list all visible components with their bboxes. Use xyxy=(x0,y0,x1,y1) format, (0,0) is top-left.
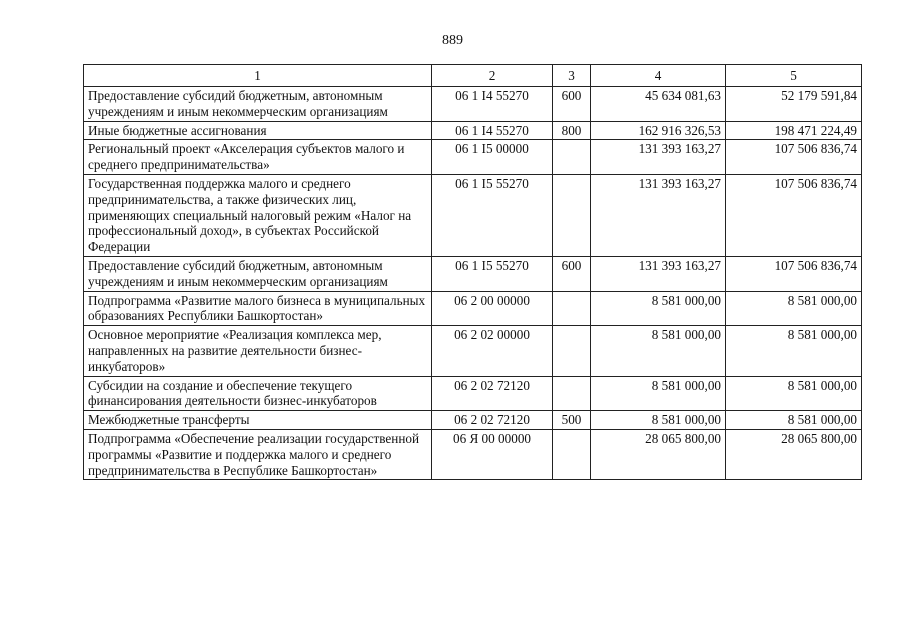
row-code: 06 2 00 00000 xyxy=(432,291,553,326)
row-code: 06 2 02 72120 xyxy=(432,376,553,411)
row-amount-2: 8 581 000,00 xyxy=(726,411,862,430)
header-row xyxy=(84,65,862,87)
row-amount-2: 8 581 000,00 xyxy=(726,291,862,326)
row-amount-1: 131 393 163,27 xyxy=(591,140,726,175)
row-amount-2: 107 506 836,74 xyxy=(726,174,862,256)
row-code: 06 1 I5 55270 xyxy=(432,174,553,256)
row-name: Предоставление субсидий бюджетным, автономным учреждениям и иным некоммерческим организациям xyxy=(84,256,432,291)
row-name: Подпрограмма «Развитие малого бизнеса в муниципальных образованиях Республики Башкортостан» xyxy=(84,291,432,326)
row-expense-type xyxy=(553,140,591,175)
column-header-2: 2 xyxy=(432,65,553,87)
column-header-4: 4 xyxy=(591,65,726,87)
row-expense-type: 600 xyxy=(553,87,591,122)
row-amount-2: 107 506 836,74 xyxy=(726,140,862,175)
row-code: 06 1 I5 00000 xyxy=(432,140,553,175)
row-name: Основное мероприятие «Реализация комплекса мер, направленных на развитие деятельности бизнес-инкубаторов» xyxy=(84,326,432,376)
page-number: 889 xyxy=(442,33,463,48)
row-expense-type: 500 xyxy=(553,411,591,430)
row-expense-type xyxy=(553,291,591,326)
row-name: Подпрограмма «Обеспечение реализации государственной программы «Развитие и поддержка малого и среднего предпринимательства в Республике Башкортостан» xyxy=(84,429,432,479)
row-code: 06 Я 00 00000 xyxy=(432,429,553,479)
row-expense-type: 600 xyxy=(553,256,591,291)
row-code: 06 1 I4 55270 xyxy=(432,87,553,122)
table-row xyxy=(84,411,862,430)
table-row xyxy=(84,140,862,175)
column-header-3: 3 xyxy=(553,65,591,87)
row-expense-type xyxy=(553,376,591,411)
row-expense-type: 800 xyxy=(553,121,591,140)
row-amount-2: 28 065 800,00 xyxy=(726,429,862,479)
row-code: 06 1 I5 55270 xyxy=(432,256,553,291)
row-amount-1: 131 393 163,27 xyxy=(591,174,726,256)
row-amount-2: 52 179 591,84 xyxy=(726,87,862,122)
row-amount-2: 198 471 224,49 xyxy=(726,121,862,140)
row-amount-2: 107 506 836,74 xyxy=(726,256,862,291)
table-row xyxy=(84,121,862,140)
table-row xyxy=(84,326,862,376)
table-row xyxy=(84,291,862,326)
row-amount-1: 8 581 000,00 xyxy=(591,376,726,411)
row-expense-type xyxy=(553,429,591,479)
row-amount-1: 28 065 800,00 xyxy=(591,429,726,479)
row-name: Предоставление субсидий бюджетным, автономным учреждениям и иным некоммерческим организациям xyxy=(84,87,432,122)
table-row xyxy=(84,376,862,411)
row-name: Иные бюджетные ассигнования xyxy=(84,121,432,140)
row-name: Межбюджетные трансферты xyxy=(84,411,432,430)
row-code: 06 1 I4 55270 xyxy=(432,121,553,140)
row-amount-1: 131 393 163,27 xyxy=(591,256,726,291)
row-code: 06 2 02 00000 xyxy=(432,326,553,376)
row-expense-type xyxy=(553,326,591,376)
budget-table xyxy=(83,64,862,480)
table-row xyxy=(84,174,862,256)
row-amount-1: 162 916 326,53 xyxy=(591,121,726,140)
row-name: Субсидии на создание и обеспечение текущего финансирования деятельности бизнес-инкубаторов xyxy=(84,376,432,411)
row-amount-2: 8 581 000,00 xyxy=(726,376,862,411)
row-amount-2: 8 581 000,00 xyxy=(726,326,862,376)
row-expense-type xyxy=(553,174,591,256)
row-name: Государственная поддержка малого и среднего предпринимательства, а также физических лиц, применяющих специальный налоговый режим «Налог на профессиональный доход», в субъектах Российской Федерации xyxy=(84,174,432,256)
row-amount-1: 8 581 000,00 xyxy=(591,411,726,430)
row-name: Региональный проект «Акселерация субъектов малого и среднего предпринимательства» xyxy=(84,140,432,175)
table-row xyxy=(84,429,862,479)
column-header-5: 5 xyxy=(726,65,862,87)
column-header-1: 1 xyxy=(84,65,432,87)
row-code: 06 2 02 72120 xyxy=(432,411,553,430)
table-row xyxy=(84,87,862,122)
table-row xyxy=(84,256,862,291)
row-amount-1: 8 581 000,00 xyxy=(591,291,726,326)
row-amount-1: 45 634 081,63 xyxy=(591,87,726,122)
row-amount-1: 8 581 000,00 xyxy=(591,326,726,376)
